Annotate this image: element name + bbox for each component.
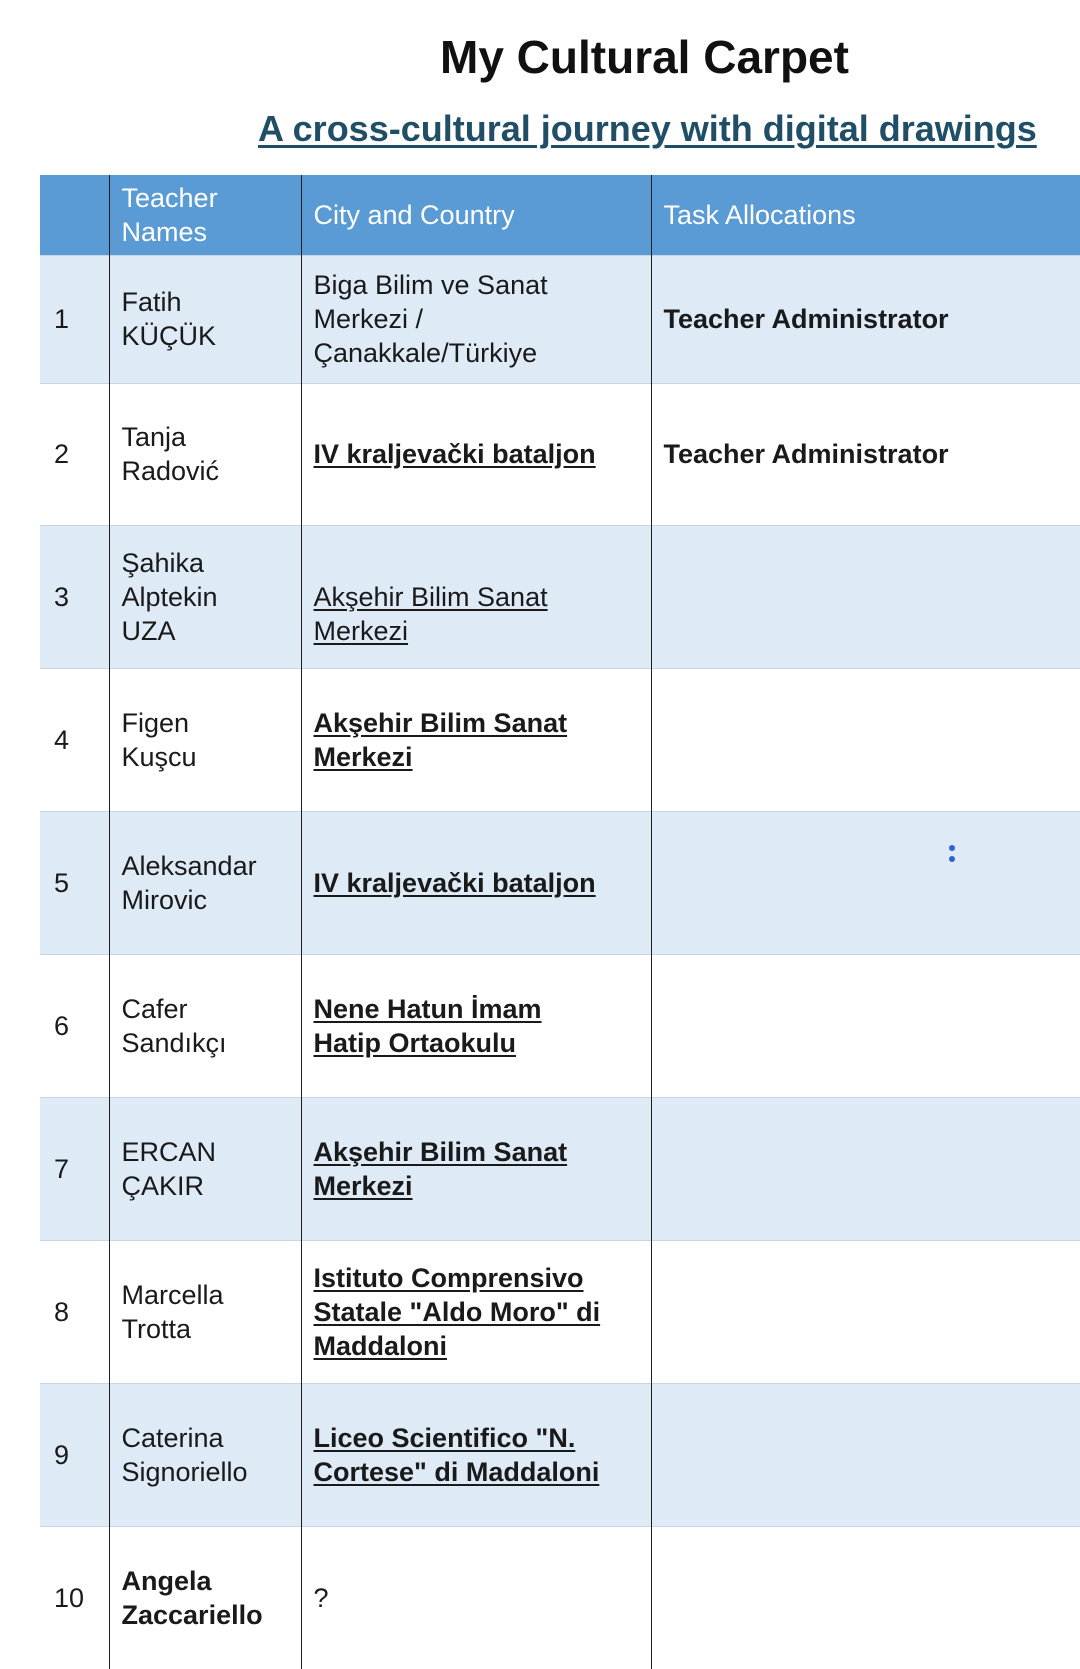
city-country xyxy=(301,525,651,668)
city-country xyxy=(301,954,651,1097)
city-country-link-text: Akşehir Bilim Sanat Merkezi xyxy=(313,707,568,772)
table-header-row xyxy=(40,175,1080,255)
city-country xyxy=(301,1240,651,1383)
teacher-name xyxy=(109,1097,301,1240)
teacher-name-text: Şahika Alptekin UZA xyxy=(121,547,218,646)
teacher-name xyxy=(109,1240,301,1383)
task-allocation xyxy=(651,1383,1080,1526)
table-row xyxy=(40,525,1080,668)
city-country-link[interactable] xyxy=(314,706,584,774)
row-number: 5 xyxy=(40,811,109,954)
header-task-allocations: Task Allocations xyxy=(651,175,1080,255)
city-country-link[interactable] xyxy=(314,580,584,648)
table-row xyxy=(40,954,1080,1097)
row-number: 8 xyxy=(40,1240,109,1383)
teacher-name-text: Fatih KÜÇÜK xyxy=(121,287,217,351)
header-city-country: City and Country xyxy=(301,175,651,255)
teacher-name xyxy=(109,525,301,668)
table-row xyxy=(40,1383,1080,1526)
teacher-name xyxy=(109,954,301,1097)
city-country-link-text: Liceo Scientifico "N. Cortese" di Maddaloni xyxy=(313,1422,600,1487)
teacher-name xyxy=(109,1383,301,1526)
teacher-name xyxy=(109,811,301,954)
city-country-link[interactable] xyxy=(314,1135,584,1203)
teacher-name-text: Caterina Signoriello xyxy=(121,1422,248,1487)
header-teacher-names-label: Teacher Names xyxy=(121,182,218,247)
task-allocation xyxy=(651,1097,1080,1240)
city-country xyxy=(301,668,651,811)
teacher-table xyxy=(40,175,1080,1669)
city-country xyxy=(301,811,651,954)
teacher-name xyxy=(109,1526,301,1669)
table-row xyxy=(40,383,1080,525)
teacher-name xyxy=(109,255,301,383)
teacher-name xyxy=(109,668,301,811)
row-number: 2 xyxy=(40,383,109,525)
row-number: 9 xyxy=(40,1383,109,1526)
teacher-name-text: Tanja Radović xyxy=(121,422,220,486)
table-row xyxy=(40,1526,1080,1669)
teacher-name-text: ERCAN ÇAKIR xyxy=(121,1136,217,1201)
task-allocation xyxy=(651,1526,1080,1669)
city-country-link-text: Nene Hatun İmam Hatip Ortaokulu xyxy=(313,993,542,1058)
task-allocation xyxy=(651,525,1080,668)
task-allocation xyxy=(651,1240,1080,1383)
teacher-name-text: Angela Zaccariello xyxy=(121,1565,263,1630)
table-row xyxy=(40,1240,1080,1383)
city-country-text: Biga Bilim ve Sanat Merkezi / Çanakkale/Türkiye xyxy=(313,270,548,368)
city-country xyxy=(301,255,651,383)
teacher-name-text: Figen Kuşcu xyxy=(121,707,197,772)
city-country: ? xyxy=(301,1526,651,1669)
table-row xyxy=(40,811,1080,954)
table-row xyxy=(40,1097,1080,1240)
city-country xyxy=(301,1383,651,1526)
table-row xyxy=(40,255,1080,383)
row-number: 1 xyxy=(40,255,109,383)
table-row xyxy=(40,668,1080,811)
row-number: 6 xyxy=(40,954,109,1097)
task-allocation xyxy=(651,954,1080,1097)
city-country-link[interactable] xyxy=(314,1261,634,1363)
city-country xyxy=(301,1097,651,1240)
row-number: 4 xyxy=(40,668,109,811)
teacher-name-text: Cafer Sandıkçı xyxy=(121,993,227,1058)
task-allocation: Teacher Administrator xyxy=(651,255,1080,383)
task-allocation: Teacher Administrator xyxy=(651,383,1080,525)
teacher-name xyxy=(109,383,301,525)
task-allocation xyxy=(651,668,1080,811)
city-country-link[interactable] xyxy=(314,992,584,1060)
row-number: 3 xyxy=(40,525,109,668)
city-country-link-text: Akşehir Bilim Sanat Merkezi xyxy=(313,581,548,646)
teacher-name-text: Aleksandar Mirovic xyxy=(121,850,257,915)
row-number: 10 xyxy=(40,1526,109,1669)
document-subtitle: A cross-cultural journey with digital drawings xyxy=(258,108,1037,149)
task-allocation xyxy=(651,811,1080,954)
city-country-link-text: Akşehir Bilim Sanat Merkezi xyxy=(313,1136,568,1201)
header-number xyxy=(40,175,109,255)
city-country xyxy=(301,383,651,525)
teacher-name-text: Marcella Trotta xyxy=(121,1279,224,1344)
city-country-link-text: Istituto Comprensivo Statale "Aldo Moro" di Maddaloni xyxy=(313,1262,601,1361)
city-country-link[interactable] xyxy=(314,1421,624,1489)
header-teacher-names xyxy=(109,175,301,255)
document-title: My Cultural Carpet xyxy=(440,31,849,83)
row-number: 7 xyxy=(40,1097,109,1240)
city-country-link[interactable]: IV kraljevački bataljon xyxy=(313,439,596,469)
colon-marker-icon xyxy=(949,845,955,867)
city-country-link[interactable]: IV kraljevački bataljon xyxy=(313,867,596,898)
